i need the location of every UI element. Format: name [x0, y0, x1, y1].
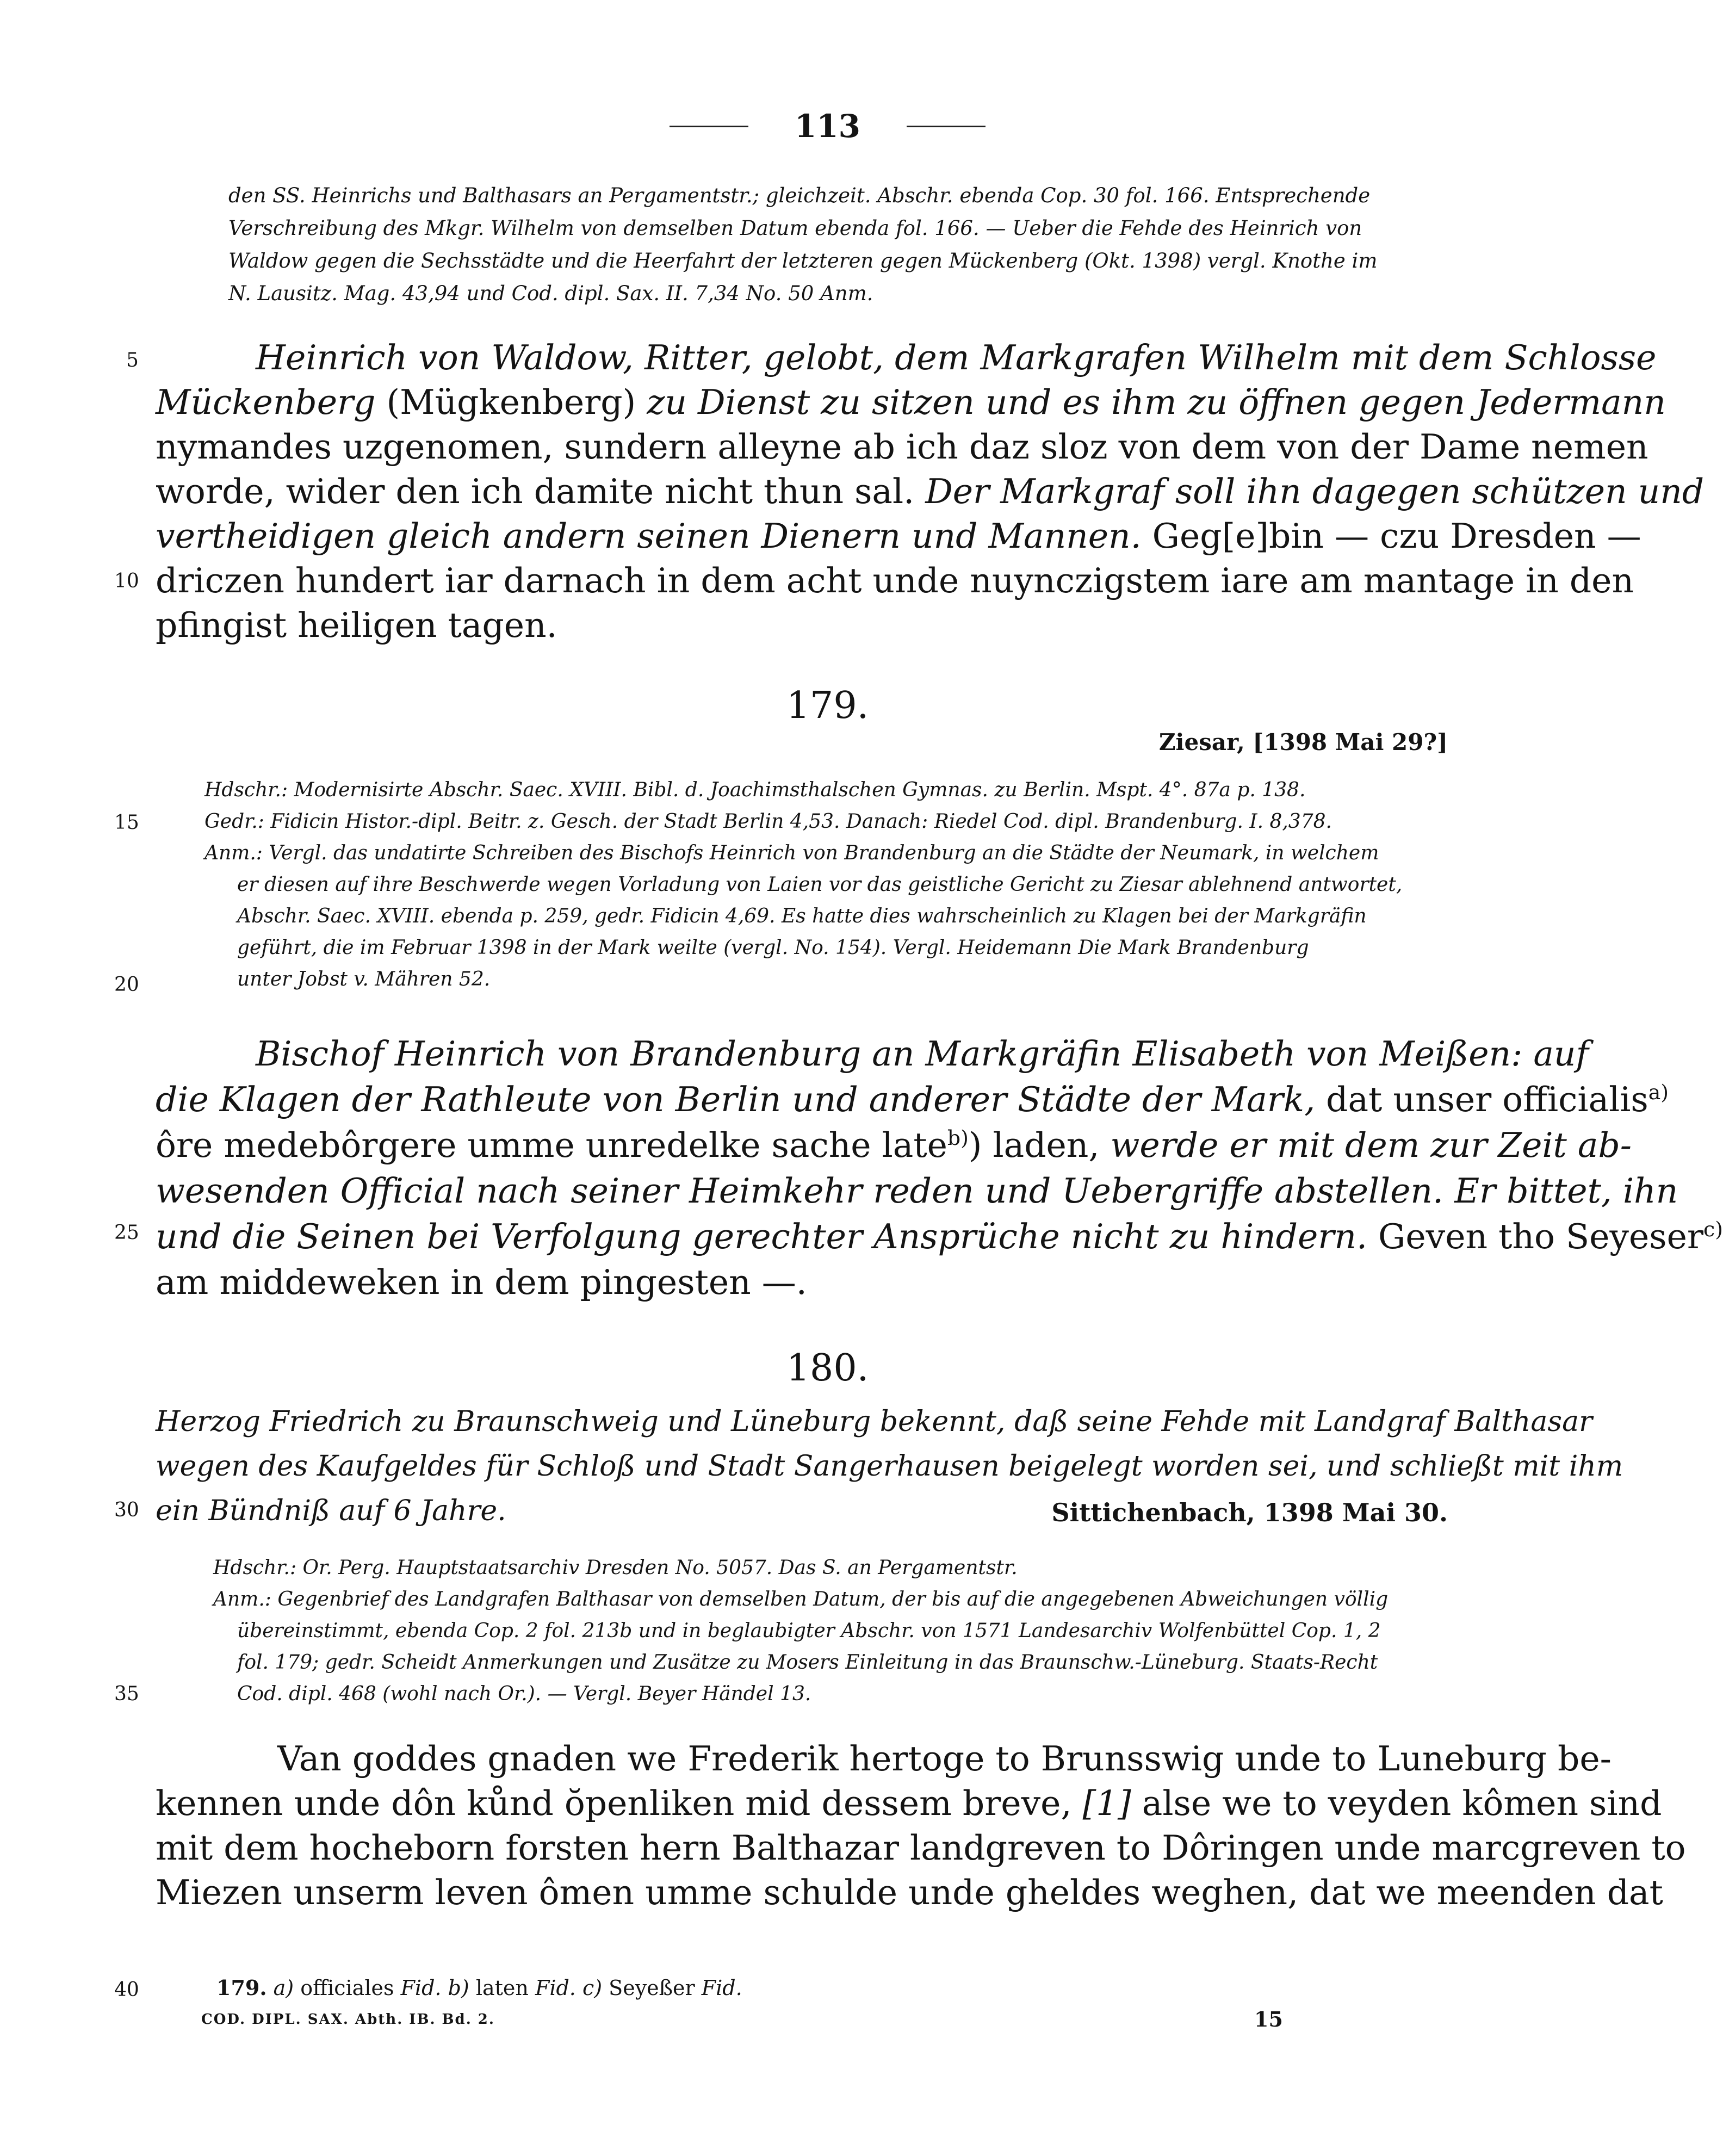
- place-date: Sittichenbach, 1398 Mai 30.: [1051, 1498, 1448, 1527]
- text-fragment: dat unser officialis: [1315, 1080, 1648, 1119]
- regest-fragment: werde er mit dem zur Zeit ab-: [1110, 1125, 1632, 1165]
- document-number: 180.: [786, 1347, 869, 1390]
- regest-fragment: zu Dienst zu sitzen und es ihm zu öffnen gegen Jedermann: [647, 382, 1666, 422]
- top-note-line: Waldow gegen die Sechsstädte und die Heerfahrt der letzteren gegen Mückenberg (Okt. 1398) vergl. Knothe im: [228, 249, 1378, 272]
- line-number: 30: [114, 1499, 139, 1521]
- source-note: Anm.: Gegenbrief des Landgrafen Balthasar von demselben Datum, der bis auf die angegebenen Abweichungen völlig: [213, 1588, 1389, 1610]
- line-number: 5: [126, 349, 139, 371]
- page-header: [0, 108, 1655, 145]
- text-line: nymandes uzgenomen, sundern alleyne ab ich daz sloz von dem von der Dame nemen: [156, 427, 1648, 467]
- source-note: Hdschr.: Modernisirte Abschr. Saec. XVIII. Bibl. d. Joachimsthalschen Gymnas. zu Berlin. Mspt. 4°. 87a p. 138.: [204, 779, 1306, 801]
- line-number: 25: [114, 1222, 139, 1244]
- signature-mark: COD. DIPL. SAX. Abth. IB. Bd. 2.: [201, 2011, 495, 2028]
- text-line: [156, 1125, 1632, 1165]
- regest-line: Bischof Heinrich von Brandenburg an Markgräfin Elisabeth von Meißen: auf: [256, 1034, 1589, 1074]
- footnote-text: Seyeßer: [602, 1976, 702, 2000]
- source-note: geführt, die im Februar 1398 in der Mark weilte (vergl. No. 154). Vergl. Heidemann Die Mark Brandenburg: [237, 937, 1309, 959]
- document-number: 179.: [786, 684, 869, 727]
- source-note: fol. 179; gedr. Scheidt Anmerkungen und Zusätze zu Mosers Einleitung in das Braunschw.-Lüneburg. Staats-Recht: [237, 1651, 1378, 1674]
- line-number: 40: [114, 1979, 139, 2001]
- footnote-marker: a): [1648, 1080, 1669, 1104]
- editor-mark: [1]: [1082, 1783, 1131, 1823]
- text-line: mit dem hocheborn forsten hern Balthazar landgreven to Dôringen unde marcgreven to: [156, 1828, 1686, 1868]
- source-note: Abschr. Saec. XVIII. ebenda p. 259, gedr. Fidicin 4,69. Es hatte dies wahrscheinlich zu Klagen bei der Markgräfin: [237, 905, 1367, 927]
- line-number: 15: [114, 811, 139, 834]
- text-line: [156, 1219, 1723, 1254]
- regest-fragment: und die Seinen bei Verfolgung gerechter Ansprüche nicht zu hindern.: [156, 1217, 1368, 1256]
- text-fragment: ôre medebôrgere umme unredelke sache late: [156, 1125, 947, 1165]
- footnote-ref: 179.: [216, 1975, 267, 2000]
- header-rule-right: [907, 126, 986, 127]
- footnote-marker: c): [1703, 1217, 1723, 1241]
- footnote-label: a): [273, 1976, 294, 2000]
- source-note: Anm.: Vergl. das undatirte Schreiben des Bischofs Heinrich von Brandenburg an die Städte der Neumark, in welchem: [204, 842, 1379, 864]
- text-line: Van goddes gnaden we Frederik hertoge to Brunsswig unde to Luneburg be-: [277, 1739, 1612, 1779]
- text-line: am middeweken in dem pingesten —.: [156, 1262, 807, 1302]
- footnote-text: officiales: [294, 1976, 401, 2000]
- text-fragment: Geven tho Seyeser: [1367, 1217, 1704, 1256]
- text-fragment: worde, wider den ich damite nicht thun sal.: [156, 472, 926, 511]
- text-line: [156, 1783, 1662, 1823]
- footnote-source: Fid.: [701, 1976, 742, 2000]
- footnote-source: Fid.: [400, 1976, 442, 2000]
- text-line: [156, 516, 1641, 556]
- summary-line: ein Bündniß auf 6 Jahre.: [156, 1495, 506, 1527]
- signature-number: 15: [1254, 2007, 1283, 2031]
- regest-line: Heinrich von Waldow, Ritter, gelobt, dem Markgrafen Wilhelm mit dem Schlosse: [256, 338, 1657, 377]
- line-number: 35: [114, 1683, 139, 1705]
- top-note-line: Verschreibung des Mkgr. Wilhelm von demselben Datum ebenda fol. 166. — Ueber die Fehde des Heinrich von: [228, 216, 1362, 240]
- footnote-label: b): [448, 1976, 469, 2000]
- regest-fragment: vertheidigen gleich andern seinen Dienern und Mannen.: [156, 516, 1142, 556]
- source-note: Cod. dipl. 468 (wohl nach Or.). — Vergl. Beyer Händel 13.: [237, 1683, 811, 1705]
- footnote-marker: b): [947, 1126, 969, 1150]
- source-note: unter Jobst v. Mähren 52.: [237, 968, 491, 990]
- regest-line: wesenden Official nach seiner Heimkehr reden und Uebergriffe abstellen. Er bittet, ihn: [156, 1171, 1678, 1211]
- footnote-label: c): [582, 1976, 603, 2000]
- source-note: er diesen auf ihre Beschwerde wegen Vorladung von Laien vor das geistliche Gericht zu Ziesar ablehnend antwortet,: [237, 873, 1403, 896]
- text-fragment: (Mügkenberg): [375, 382, 647, 422]
- text-fragment: alse we to veyden kômen sind: [1131, 1783, 1662, 1823]
- top-note-line: N. Lausitz. Mag. 43,94 und Cod. dipl. Sax. II. 7,34 No. 50 Anm.: [228, 282, 873, 305]
- top-note-line: den SS. Heinrichs und Balthasars an Pergamentstr.; gleichzeit. Abschr. ebenda Cop. 30 fol. 166. Entsprechende: [228, 184, 1371, 207]
- regest-fragment: Mückenberg: [156, 382, 376, 422]
- text-line: Miezen unserm leven ômen umme schulde unde gheldes weghen, dat we meenden dat: [156, 1873, 1663, 1912]
- regest-fragment: Der Markgraf soll ihn dagegen schützen und: [925, 472, 1705, 511]
- source-note: übereinstimmt, ebenda Cop. 2 fol. 213b und in beglaubigter Abschr. von 1571 Landesarchiv Wolfenbüttel Cop. 1, 2: [237, 1620, 1381, 1642]
- text-fragment: ) laden,: [968, 1125, 1111, 1165]
- header-rule-left: [670, 126, 748, 127]
- line-number: 10: [114, 570, 139, 592]
- source-note: Hdschr.: Or. Perg. Hauptstaatsarchiv Dresden No. 5057. Das S. an Pergamentstr.: [213, 1557, 1018, 1579]
- text-line: [156, 474, 1704, 509]
- text-line: pfingist heiligen tagen.: [156, 605, 557, 645]
- text-fragment: kennen unde dôn kůnd ŏpenliken mid dessem breve,: [156, 1783, 1083, 1823]
- page-number: 113: [794, 108, 861, 145]
- source-note: Gedr.: Fidicin Histor.-dipl. Beitr. z. Gesch. der Stadt Berlin 4,53. Danach: Riedel Cod. dipl. Brandenburg. I. 8,378.: [204, 810, 1332, 833]
- place-date: Ziesar, [1398 Mai 29?]: [1158, 729, 1448, 755]
- line-number: 20: [114, 974, 139, 996]
- summary-line: wegen des Kaufgeldes für Schloß und Stadt Sangerhausen beigelegt worden sei, und schließt mit ihm: [156, 1450, 1623, 1483]
- text-line: [156, 382, 1666, 422]
- footnote-source: Fid.: [535, 1976, 576, 2000]
- text-line: driczen hundert iar darnach in dem acht unde nuynczigstem iare am mantage in den: [156, 561, 1634, 600]
- summary-line: Herzog Friedrich zu Braunschweig und Lüneburg bekennt, daß seine Fehde mit Landgraf Balthasar: [156, 1405, 1592, 1438]
- footnotes: [216, 1975, 742, 2000]
- regest-fragment: die Klagen der Rathleute von Berlin und anderer Städte der Mark,: [156, 1080, 1316, 1119]
- text-fragment: Geg[e]bin — czu Dresden —: [1141, 516, 1641, 556]
- footnote-text: laten: [469, 1976, 535, 2000]
- text-line: [156, 1082, 1669, 1117]
